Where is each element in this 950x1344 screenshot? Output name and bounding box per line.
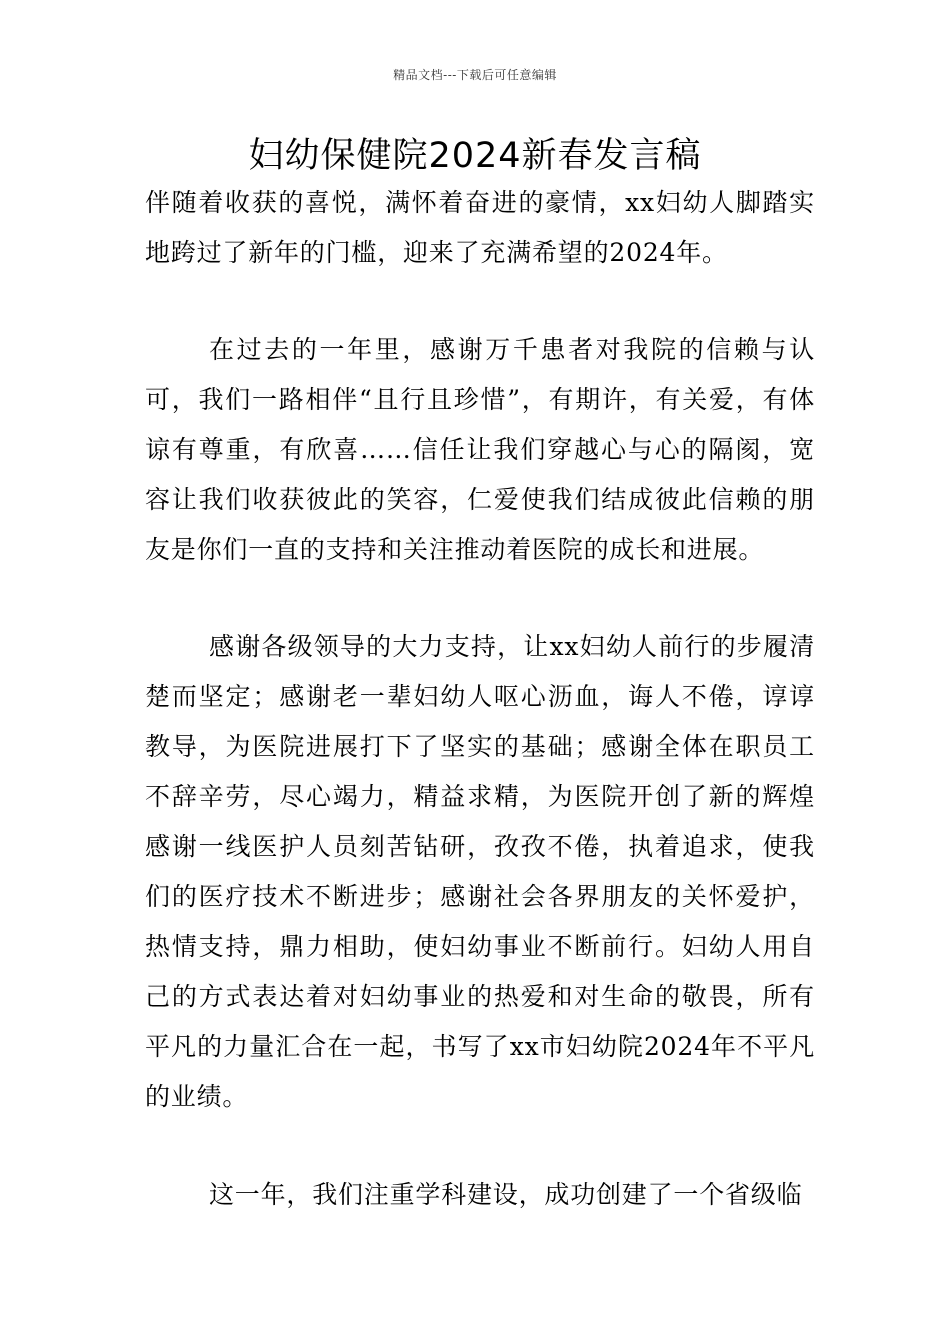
paragraph-block-2 bbox=[145, 325, 815, 575]
paragraph-4: 这一年，我们注重学科建设，成功创建了一个省级临 bbox=[209, 1180, 803, 1209]
paragraph-1: 伴随着收获的喜悦，满怀着奋进的豪情，xx妇幼人脚踏实地跨过了新年的门槛，迎来了充满希望的2024年。 bbox=[145, 188, 815, 267]
paragraph-3: 感谢各级领导的大力支持，让xx妇幼人前行的步履清楚而坚定；感谢老一辈妇幼人呕心沥血，诲人不倦，谆谆教导，为医院进展打下了坚实的基础；感谢全体在职员工不辞辛劳，尽心竭力，精益求精，为医院开创了新的辉煌感谢一线医护人员刻苦钻研，孜孜不倦，执着追求，使我们的医疗技术不断进步；感谢社会各界朋友的关怀爱护，热情支持，鼎力相助，使妇幼事业不断前行。妇幼人用自己的方式表达着对妇幼事业的热爱和对生命的敬畏，所有平凡的力量汇合在一起，书写了xx市妇幼院2024年不平凡的业绩。 bbox=[145, 632, 815, 1111]
paragraph-block-1 bbox=[145, 178, 815, 278]
document-title: 妇幼保健院2024新春发言稿 bbox=[248, 136, 702, 176]
paragraph-block-3 bbox=[145, 622, 815, 1122]
header-note: 精品文档---下载后可任意编辑 bbox=[393, 68, 557, 82]
paragraph-block-4 bbox=[145, 1170, 815, 1220]
paragraph-2: 在过去的一年里，感谢万千患者对我院的信赖与认可，我们一路相伴“且行且珍惜”，有期许，有关爱，有体谅有尊重，有欣喜……信任让我们穿越心与心的隔阂，宽容让我们收获彼此的笑容，仁爱使我们结成彼此信赖的朋友是你们一直的支持和关注推动着医院的成长和进展。 bbox=[145, 335, 815, 564]
